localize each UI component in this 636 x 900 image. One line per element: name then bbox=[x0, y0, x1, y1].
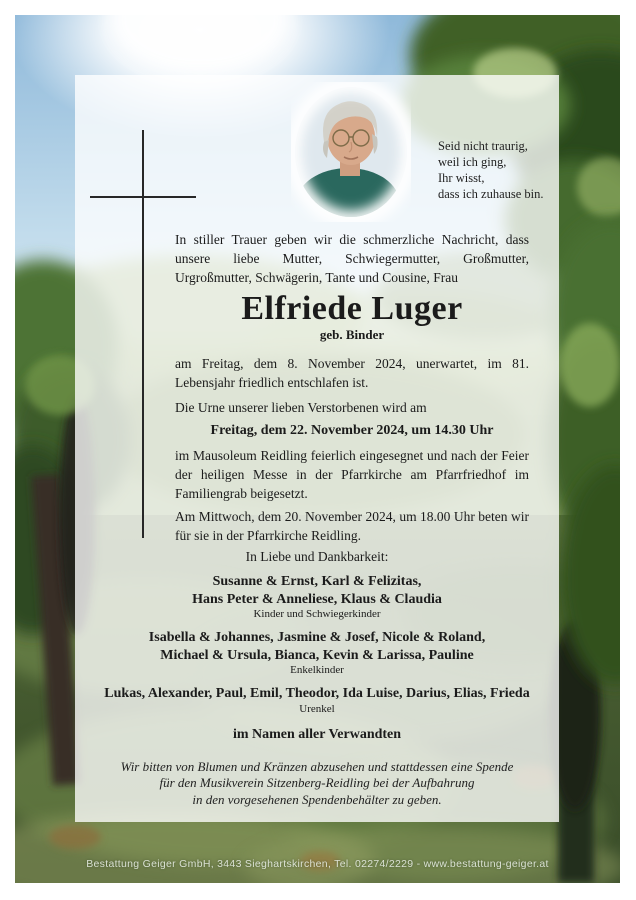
family-group-grandchildren bbox=[83, 629, 551, 677]
family-heading: In Liebe und Dankbarkeit: bbox=[245, 549, 389, 564]
cross-icon bbox=[142, 130, 144, 538]
verse-line: dass ich zuhause bin. bbox=[438, 187, 544, 201]
family-names-line: Susanne & Ernst, Karl & Felizitas, bbox=[212, 574, 422, 589]
portrait-photo bbox=[291, 82, 411, 222]
memorial-verse bbox=[438, 138, 544, 202]
verse-line: weil ich ging, bbox=[438, 155, 507, 169]
announcement-text bbox=[175, 230, 529, 545]
family-names-line: Michael & Ursula, Bianca, Kevin & Larissa, Pauline bbox=[160, 647, 474, 663]
cross-icon bbox=[90, 196, 196, 198]
family-names-line: Hans Peter & Anneliese, Klaus & Claudia bbox=[192, 591, 442, 607]
urn-intro: Die Urne unserer lieben Verstorbenen wird am bbox=[175, 400, 427, 415]
family-relation-label: Enkelkinder bbox=[290, 664, 344, 676]
verse-line: Seid nicht traurig, bbox=[438, 139, 528, 153]
family-names-line: Lukas, Alexander, Paul, Emil, Theodor, Ida Luise, Darius, Elias, Frieda bbox=[104, 686, 530, 701]
verse-line: Ihr wisst, bbox=[438, 171, 485, 185]
deceased-name: Elfriede Luger bbox=[241, 290, 463, 327]
family-names-line: Isabella & Johannes, Jasmine & Josef, Nicole & Roland, bbox=[148, 630, 486, 645]
funeral-details: im Mausoleum Reidling feierlich eingesegnet und nach der Feier der heiligen Messe in der Pfarrkirche am Pfarrfriedhof im Familiengrab beigesetzt. bbox=[175, 448, 529, 501]
donation-note bbox=[83, 759, 551, 809]
funeral-datetime: Freitag, dem 22. November 2024, um 14.30 Uhr bbox=[210, 423, 494, 438]
family-relation-label: Urenkel bbox=[299, 702, 335, 715]
announcement-intro: In stiller Trauer geben wir die schmerzliche Nachricht, dass unsere liebe Mutter, Schwiegermutter, Großmutter, Urgroßmutter, Schwägerin, Tante und Cousine, Frau bbox=[175, 232, 529, 285]
family-relation-label: Kinder und Schwiegerkinder bbox=[253, 608, 381, 620]
family-group-great-grandchildren bbox=[83, 685, 551, 716]
death-info: am Freitag, dem 8. November 2024, unerwartet, im 81. Lebensjahr friedlich entschlafen ist. bbox=[175, 356, 529, 390]
family-section bbox=[83, 549, 551, 808]
funeral-home-footer: Bestattung Geiger GmbH, 3443 Sieghartskirchen, Tel. 02274/2229 - www.bestattung-geiger.at bbox=[86, 858, 549, 870]
donation-line: für den Musikverein Sitzenberg-Reidling bei der Aufbahrung bbox=[159, 775, 475, 790]
family-closing: im Namen aller Verwandten bbox=[232, 726, 402, 742]
prayer-info: Am Mittwoch, dem 20. November 2024, um 18.00 Uhr beten wir für sie in der Pfarrkirche Reidling. bbox=[175, 509, 529, 543]
donation-line: Wir bitten von Blumen und Kränzen abzusehen und stattdessen eine Spende bbox=[120, 758, 514, 774]
donation-line: in den vorgesehenen Spendenbehälter zu geben. bbox=[192, 791, 442, 807]
family-group-children bbox=[83, 573, 551, 621]
maiden-name: geb. Binder bbox=[319, 327, 385, 342]
